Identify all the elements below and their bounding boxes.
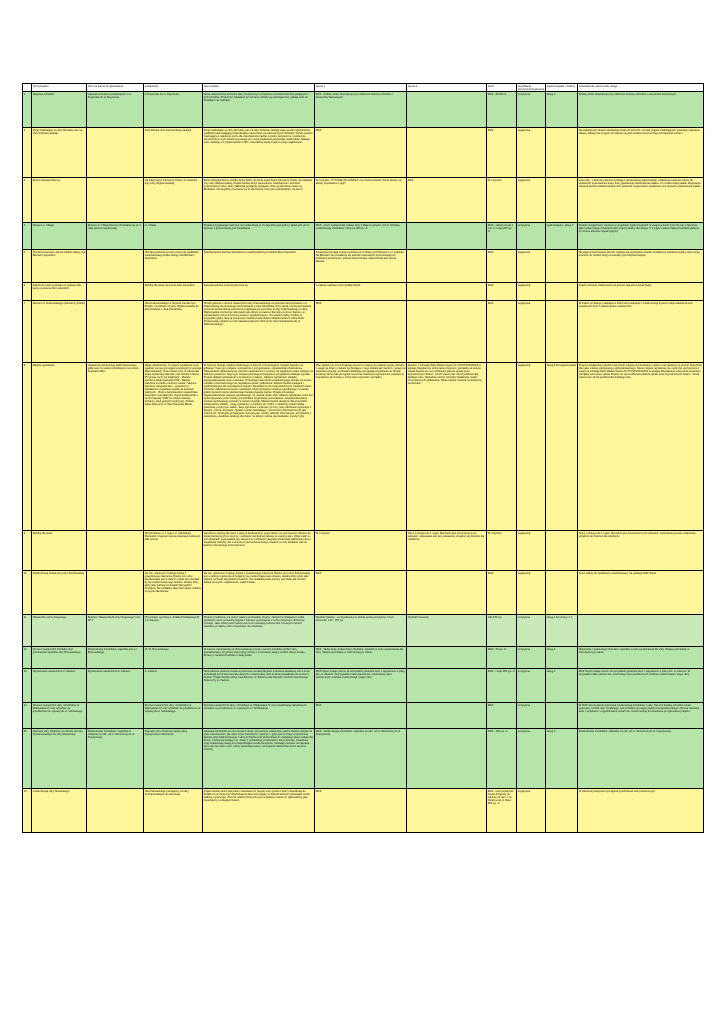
cell-cost: ZDiZ - 50 tys. zł xyxy=(487,647,517,669)
cell-cost: ZDiZ xyxy=(487,128,517,178)
table-row xyxy=(23,615,704,647)
cell-scope xyxy=(546,703,578,729)
cell-opinion-1: ZDiZ - Koszt modernizacji całości ulicy 3 Maja to ponad 1 mln zł. Możliwa modernizacja chodników i dróg za 200 tys. zł. xyxy=(315,223,407,250)
table-row xyxy=(23,250,704,283)
cell-opinion-2 xyxy=(407,283,487,301)
header-description: opis projektu xyxy=(203,84,315,92)
cell-ballot-title: Ustawienie kamiennego bądź betonowego grilla wraz ze stołami piknikowymi na terenie Sopockich Błoń xyxy=(87,363,144,531)
cell-verification: negatywna xyxy=(517,789,546,833)
cell-ballot-title xyxy=(87,178,144,223)
cell-row-number: 3 xyxy=(23,178,32,223)
cell-location: Na tzw. „kamionce” brakuje boiska z prawdziwego zdarzenia. Boisko przy ulicy Świnkowskiej jest w dobrym stanie ale przydała by się modernizacja tego obiektu, obiekty który służy jako parking na Świątki Wszystkich Zmarłych. Nie ocalałaby taka ilość ławek i tablica na wynik dla kibiców. xyxy=(144,571,203,615)
cell-ballot-title xyxy=(87,531,144,571)
cell-row-number: 1 xyxy=(23,92,32,128)
cell-justification: teren pkp, : parametry ekranu wynikają z opracowanej dokumentacji, ustawienie ekranów należy do wybranych wykonawców kraju, który gwarantuje zatwierdzenie hałasu. Po modernizacji układu drogowego zostaną zlecone badania akustyczne wówczas mogą zostać nawiązane inne sposoby ograniczenia hałasu. xyxy=(578,178,704,223)
cell-description: W Sopocie brakuje miejsca publicznego w których można legalnie rozpalić ognisko czy grillować. Tego typu miejsca, wyposażone i przygotowane, odpowiednią infrastrukturą. Odpowiednio zabezpieczona, pozwoli mieszkańcom i turystom na spędzenie czasu wolnego na świeżym powietrzu. Tego typu miejsca powodują zmniejszenie przypadków dzikiego ogniska. Projekt zakłada postawienie w konkretnym miejscu: „Miejsce ogniskowe” zakłada zagospodarowanie terenu decelow. Przewiduje stworzenie kompleksowego obiektu na terenie miejskim przeznaczonego do rozpalania ognisk i grillowania. Miejsce będzie dostępne i ogólnodostępne dla mieszkańców Sopotu. Beneficjenci: W mniej-widocznych miejscach warto rozważyć całkowite korzystne możliwości. Wykorzystaniem miejsca ogniskowego z powodu grafiki zamierzenia do wieloletniego funkcjonowania zajmie. Projekt przewiduje zagospodarowanie miejsca ogniskowego, np. piasek, ławki, stoły. Miejsce ogniskowe może być wykorzystywane przez szkoły, przedszkola, organizacje pozarządowe. Zagospodarowanie miejsca ogniskowego pozwoli na rozwój turystyki. Miejsce będzie dostępne dla wszystkich. Infrastruktura obiektu: - krąg ogniskowy: o średnicy ok. 0,80-1 m obłożony wokół kostką granitową, przykrytym siatką - ławy ogrodowe z oparciem (2 szt.), ławy piknikowe wykonane z drewna - kosze na śmieci, ognisko i punkt oświetlający - przestrzeń przeznaczona do gier rodzinnych. Szczegóły przetargowe, kompozycja, rzeźby, tabliczki informacyjne, korzystanie z oświetlenia, osiedlowe atrakcje dla dzieci, na którym można piec kiełbaski, smażyć ryby. xyxy=(203,363,315,531)
cell-scope xyxy=(546,250,578,283)
cell-row-number: 8 xyxy=(23,363,32,531)
table-row xyxy=(23,301,704,363)
cell-ballot-title xyxy=(87,250,144,283)
cell-scope xyxy=(546,789,578,833)
cell-description: Na tzw. „kamionce” brakuje boiska z prawdziwego zdarzenia. Boisko przy ulicy Świnkowskiej jest w dobrym stanie ale przydała by się modernizacja tego obiektu, obiektu który służy jako parking na Świąt Wszystkich Zmarłych. Nie ocalałaby ława trybuny na boisku jak również tablica na wynik i nagłośnienie. wokół boiska. xyxy=(203,571,315,615)
header-cost: koszt xyxy=(487,84,517,92)
table-body xyxy=(23,92,704,833)
cell-ballot-title xyxy=(87,128,144,178)
cell-cost: ZDiZ xyxy=(487,703,517,729)
cell-scope xyxy=(546,128,578,178)
cell-ballot-title xyxy=(87,283,144,301)
cell-opinion-1: ZDiZ - Podany koszt obowiązuje przy założeniu budowy schodów z elementów betonowych. xyxy=(315,92,407,128)
cell-row-number: 7 xyxy=(23,301,32,363)
cell-cost: ZDiZ - 80 000 zł xyxy=(487,92,517,128)
cell-description: Progi zwalniające na ulicy Morskiej oraz na ulicy Królowej Jadwigi mają na celu ograniczenie prędkości jaką osiągają przejeżdżające samochody na wewnętrznych uliczkach. Dzięki progom zwalniającym natężenie ruchu dla mieszkańców będzie w końcu bezpieczne. Codziennie samochody po tych ulicach poruszają się z dużą prędkością powodując wielki hałas. Dlatego mam nadzieję, że projekt będzie w BO i mieszkańcy będą mogli na niego zagłosować. xyxy=(203,128,315,178)
cell-justification: Wykonanie modernizacji chodnika i wjazdów w celu usprawnienia dla ulicy. Skarpa pozostanie w niezmienionym stanie. xyxy=(578,647,704,669)
table-row xyxy=(23,283,704,301)
cell-project-title: Ekrany dźwiękochłonne xyxy=(32,178,87,223)
cell-project-title: Progi zwalniające na ulicy Morskiej oraz na ulicy Królowej Jadwigi xyxy=(32,128,87,178)
cell-description: Ogrodzony wybieg dla psów z dwoma lawkowcami i pojemnikami na nieczystości. Miejsce do spuszczenia psych ze smyczy, możliwość swobodnej zabawy ze swoim psem. Wiele osób w tych okolicach wyprowadza psy zapewni to możliwość integracji środowiska właścicieli psów i socjalizacji zwierząt. Do momentu przeznaczenia owego miejsca na inne działania nikt nie będzie zmieniał jego przeznaczenia. xyxy=(203,531,315,571)
cell-row-number: 16 xyxy=(23,789,32,833)
cell-project-title: Wymienianie nawierzchni ul. Zacisze xyxy=(32,669,87,703)
cell-opinion-2: ZDiZ xyxy=(407,178,487,223)
cell-opinion-2 xyxy=(407,223,487,250)
cell-opinion-1: ZDiZ xyxy=(315,128,407,178)
cell-cost: ZDiZ - koszt wyłącznie części drogowej na odcinku od skrz. z ul. Okrężna do ul. Reja 950 tys. zł xyxy=(487,789,517,833)
cell-description: Chodzi głównie o remont nawierzchni ulicy Kraszewskiego od początku skrzyżowania z ul. Wejherowską do pierwszego skrzyżowania z ulicą Tatrzańską. Przy okazji można wzorowanie wymienić infrastrukturę techniczną znajdującą się pod ulicą. Z ulicy Kraszewskiego w ulicę Wejherowską można być ukierowań jako skręty w prawo w kierunku centrum Sopotu, co usprawniłoby ruch w szczycie pomiaru i popołudniowym. Ten wariant byłby możliwy w przypadku gdyby ulicę tą przesunąć chodnik przed blokiem Wejherowska 5, bliżej bloku. Proponowany objazd na czas zaawansowanych robót przez ulicę Świnkowska do ul. Małcużewskiego. xyxy=(203,301,315,363)
cell-opinion-2 xyxy=(407,250,487,283)
cell-opinion-2 xyxy=(407,729,487,789)
cell-scope: ogólnomiejski - okręg 2 xyxy=(546,223,578,250)
cell-opinion-2: Zgodnie z uchwałą Rady Miasta Sopotu Nr XXXVIII/519/2016 w sprawie Regulaminu utrzymania czystości i porządku na terenie miasta Sopotu nie ma możliwości palenia ognisk poza wyznaczonymi dniami - 10-24 marca oraz 10-24 października każdego roku. Naturalnie można rozważyć lokalizacje miejsc przeznaczonych grillowanie. Takie miejsce zostanie wyznaczone na błoniach. xyxy=(407,363,487,531)
cell-description: dupa ale ścieżek mnemonych poza tej xyxy=(203,283,315,301)
cell-verification: pozytywna xyxy=(517,92,546,128)
cell-ballot-title: Modernizacja chodników i wjazdów ul. Okrężnej na odc. od ul. Słonecznej do ul. Księżycowej. xyxy=(87,729,144,789)
cell-opinion-1: w trakcie realizacji przez Spółkę AQUA xyxy=(315,283,407,301)
cell-project-title: Miasteczko ruchu drogowego xyxy=(32,615,87,647)
cell-project-title: Naprawa schodów xyxy=(32,92,87,128)
cell-location: Ulica Kraszewskiego w Sopocie Kamiennym Potoku, na odcinku od ulicy Wyjbornowskiej do skrzyżowania z ulicą Tatrzańską xyxy=(144,301,203,363)
cell-row-number: 9 xyxy=(23,531,32,571)
cell-scope xyxy=(546,571,578,615)
cell-opinion-1: W. Inżynieri - PYTANIE OD KOMISJI: czy można ustawić różnie ekrany, np ekrany zbudowane z płyt? xyxy=(315,178,407,223)
cell-verification: negatywna xyxy=(517,301,546,363)
cell-justification: Teren należy do spółdzielni mieszkaniowej, nie podlega ZDiZ Sopot. xyxy=(578,571,704,615)
cell-project-title: Miejsce ogniskowe xyxy=(32,363,87,531)
cell-cost: ZDiZ xyxy=(487,250,517,283)
cell-row-number: 14 xyxy=(23,703,32,729)
cell-cost: ZDiZ - 225 tys. zł xyxy=(487,729,517,789)
cell-opinion-1: ZDiZ - Modernizacja chodników i wjazdów na odc. od ul. Słonecznej do ul. Księżycowej. xyxy=(315,729,407,789)
cell-cost: ZDiZ - całość ponad 1 mln zł. I etap 200 tys. zł. xyxy=(487,223,517,250)
cell-ballot-title xyxy=(87,301,144,363)
table-row xyxy=(23,571,704,615)
cell-ballot-title: naprawa schodów prowadzących z ul. Kopernika do ul. Reymonta xyxy=(87,92,144,128)
cell-description: Ścieżka będzie służyła mieszkańcom osiedli położonych wzdłuż Błoni Sopockich. xyxy=(203,250,315,283)
cell-project-title: Założenie psiolo wodnego na wybiegu dla psów na terenie błoń sopockich xyxy=(32,283,87,301)
cell-location: Wybieg dla psów na terenie błoń sopockich xyxy=(144,283,203,301)
cell-opinion-2 xyxy=(407,703,487,729)
cell-project-title: Naprawa ulicy Okrężnej na odcinku od ulicy Kochanowskiego do ulicy Słonecznej xyxy=(32,729,87,789)
cell-verification: pozytywna xyxy=(517,615,546,647)
cell-row-number: 10 xyxy=(23,571,32,615)
cell-justification: W pierwszej kolejności wymagana przebudowa sieci podziemnych. xyxy=(578,789,704,833)
cell-scope: okręg 3 xyxy=(546,647,578,669)
cell-location: Ścieżka położona od ulicy potnej do spółdzielni mieszkaniowej wzdłuż skarpy nad Błoniami Sopockimi. xyxy=(144,250,203,283)
cell-ballot-title: Wymienianie nawierzchni ul. Zacisze xyxy=(87,669,144,703)
cell-opinion-1: ZDiZ xyxy=(315,571,407,615)
cell-opinion-2: Teren u zbiegu ulic 1 maja i Moniuszki jest przeznaczony do rekreacji - planowane jest tam ustawienie urządzeń do ćwiczeń dla młodzieży. xyxy=(407,531,487,571)
cell-location: Remont nawierzchni ulicy i chodników ul. Władysława IV oraz schodów na przedłużeniu ul. Lipowej do ul. Sobieskiego. xyxy=(144,703,203,729)
cell-description: Ulica Zacisze powinna zostać wymieniona na całej długości wyłożenia asfaltową, lub w innej technologii przeznaczonej dla pieszych i rowerzystów. Jest to ulica prowadząca do centrum Sopotu. Projekt będzie służył mieszkańcom ul. Zacisze oraz klientom Centrum Sportowego Sopot przy ul. Zacisze. xyxy=(203,669,315,703)
cell-project-title: Remont ul. 3 Maja xyxy=(32,223,87,250)
cell-location: Mając świadomość, iż miejsce ogniskowe musi spełniać szereg wymogów terenowych proponuje kilka lokalizacji: Teren zieleni przy ul. Moniuszki (obok restauracji Hamuak, nad morskim okiem). Przyjmuje cechy tej lokalizacji: - Miejsce położone blisko jednostki PSP - Miejsce położone w pobliżu centrum miasta - Miejsce położone niespodal lasu - ograniczy to niewłaściwe rozpalanie ognisk na terenach zielonych. - Brak w bezpośrednim sąsiedztwie budynków mieszkalnych. Ogród jordanowski u. Armii Krajowej 76/82 (w miejscu dawnej fontanny, lewa gęstych przykrywy). Okolice stawu Reja przy ul. Reja Sopockie Błonie xyxy=(144,363,203,531)
cell-opinion-1: ZDiZ xyxy=(315,703,407,729)
cell-cost: ZDiZ xyxy=(487,301,517,363)
table-row xyxy=(23,647,704,669)
cell-verification: negatywna xyxy=(517,283,546,301)
cell-row-number: 4 xyxy=(23,223,32,250)
cell-verification: negatywna xyxy=(517,128,546,178)
cell-cost: ZDiZ xyxy=(487,571,517,615)
cell-opinion-1: ZDiZ Sopot wydaje pozmu do wszystkich gestorów sieci z zapytaniem o plany dot. ul. Zacisze. W przypadku braku planów dot. przebudowy sieci podziemnych możliwa modernizacja I etapu ulicy. xyxy=(315,669,407,703)
cell-justification: ZDiZ Sopot wydaje pozmu do wszystkich gestorów sieci z zapytaniem o plany dot. ul. Zacisze. W przypadku braku planów dot. przebudowy sieci podziemnych możliwa modernizacja I etapu ulicy. xyxy=(578,669,704,703)
cell-location: Skrzyżowanie ul. 1 maja i ul. Stanisława Moniuszki. Fragment terenu dawnego boiska do piłki nożnej. xyxy=(144,531,203,571)
header-row xyxy=(23,84,704,92)
cell-justification: W trakcie przetargu, realizacja w 2015 roku związana z modernizacją systemu odprowadzania wód opadowych wraz z odtworzeniem nawierzchni. xyxy=(578,301,704,363)
cell-row-number: 2 xyxy=(23,128,32,178)
table-row xyxy=(23,363,704,531)
cell-scope: okręg 3 xyxy=(546,669,578,703)
document-page xyxy=(22,83,703,833)
cell-opinion-1: ZDiZ xyxy=(315,301,407,363)
cell-verification: negatywna xyxy=(517,250,546,283)
cell-opinion-2 xyxy=(407,647,487,669)
cell-row-number: 5 xyxy=(23,250,32,283)
cell-opinion-1: ZDiZ xyxy=(315,789,407,833)
cell-justification: projekt zostanie zrealizowany do końca maja przez Aqua Sopot xyxy=(578,283,704,301)
cell-project-title: Remont ul. Kraszewskiego (Kamienny Potok) xyxy=(32,301,87,363)
cell-description: Wymiana nawierzchni ulicy i chodników ul. Władysława IV oraz rewitalizacja zabytkowych schodów na przedłużeniu ul. Lipowej do ul. Sobieskiego. xyxy=(203,703,315,729)
cell-cost: W. Inżynierii xyxy=(487,531,517,571)
cell-justification: Podany koszt obowiązuje przy założeniu budowy schodów z elementów betonowych. xyxy=(578,92,704,128)
table-row xyxy=(23,669,704,703)
cell-verification: pozytywna xyxy=(517,223,546,250)
cell-row-number: 12 xyxy=(23,647,32,669)
cell-justification: Projekt uwzględniony zarówno w projektach ogólnomiejskich (z uwagi na koszt 1mln zł) oraz częściowo jako modernizacja chodników jako projekt lokalny dla okręgu nr 2 (ujęty modernizacja chodników głównie po stronie altresów nieparzystych). xyxy=(578,223,704,250)
cell-justification: Na ciągu przedmiotowej ścieżki znajduje się ogrodzenie osiedla. Dodatkowo położenie byłoby dużo mniej prostsze niż wzdłuż drogi na ścieżkę i jest bezpieczniejsze. xyxy=(578,250,704,283)
cell-project-title: Ścieżka rowerowa i piesza wzdłuż skarpy nad Błoniami Sopockimi. xyxy=(32,250,87,283)
cell-justification: W 2015 roku zostanie wykonana modernizacja chodników I etap. Remont biedaty schodów został wykonany w 2014 roku. Realizacja: wsk schodów wymaga projektu konserwatorskiego. Obrona realizacji wraz z projektem i uzgodnieniami ponad mln. Koszt modnej do określenia po wykonaniu projektu. xyxy=(578,703,704,729)
cell-scope xyxy=(546,178,578,223)
cell-verification: pozytywna xyxy=(517,669,546,703)
cell-opinion-1: W. Inżynierii xyxy=(315,531,407,571)
cell-project-title: Modernizacja boiska przy ulicy Świnkowskiej xyxy=(32,571,87,615)
cell-scope: okręg 3 xyxy=(546,729,578,789)
header-opinion-1: opinia 1 xyxy=(315,84,407,92)
cell-location: Ul. W. Bronowskiego xyxy=(144,647,203,669)
cell-row-number: 11 xyxy=(23,615,32,647)
cell-opinion-2 xyxy=(407,669,487,703)
table-row xyxy=(23,92,704,128)
header-opinion-2: opinia 2 xyxy=(407,84,487,92)
cell-row-number: 13 xyxy=(23,669,32,703)
cell-justification: Teren u zbiegu ulic 1 maja i Moniuszki jest przeznaczony do rekreacji - planowane jest tam ustawienie urządzeń do ćwiczeń dla młodzieży. xyxy=(578,531,704,571)
cell-opinion-2 xyxy=(407,128,487,178)
cell-description: W imieniu mieszkańców ul. Bronowskiego proszę o remont chodnika wzdłuż ulicy (ponadusiowe). W górnej części ulicy proszę o umocnienie skarpy wzdłuż całego boiska. Proszę o zamiast chodnika z nowej kostki. xyxy=(203,647,315,669)
cell-description: Projekt w założeniu ma służyć całemu środowisku Sopotu, zwłaszcza działającym szkół sopockich, które prowadzą zajęcia z zakresu wychowania w ruchu drogowym (konkursy, turnieje). Jako obiekt pełni funkcję terenu do rekreacji podczas ferii zimowych i letnich zawodów przejścia ruchu drogowego dla młodzieży. xyxy=(203,615,315,647)
cell-justification xyxy=(578,615,704,647)
cell-cost: W. Inżynierii xyxy=(487,178,517,223)
cell-scope xyxy=(546,283,578,301)
cell-scope xyxy=(546,531,578,571)
cell-scope xyxy=(546,301,578,363)
cell-ballot-title: Budowa "Miasteczka Ruchu Drogowego" przy SP 1 xyxy=(87,615,144,647)
cell-verification: pozytywna xyxy=(517,647,546,669)
table-row xyxy=(23,531,704,571)
cell-cost: 120-150 tys. xyxy=(487,615,517,647)
cell-verification: negatywna xyxy=(517,178,546,223)
table-row xyxy=(23,223,704,250)
table-row xyxy=(23,178,704,223)
cell-description: projekt będzie służył wszystkim mieszkańcom Sopotu oraz gościom którzy dojeżdżają do działek na ul. Reja oraz dojeżdżają do lasu korzystając ze ścieżek leśnych uprawiając nordic walking i spacerują. Obecna nawierzchnia ulicy jest w fatalnym stanie co zgłaszaliśmy jako mieszkańcy w ubiegłych latach. xyxy=(203,789,315,833)
cell-description: Ekran dźwiękochłonny wzdłuż torów SKM, od okolic stacji Sopot Kamienny Potok, do wiaduktu przy ulicy Wejherowskiej. Projekt będzie służył zapewnieniu mieszkańcom, komfortu wypoczynku w ciszy, który zakłócają przejazdy pociągów, które są słyszalne nawet na Brodwinie. Szczególnie znaczenie ma to dla Sopotu, który jest uzdrowiskiem na kurort. xyxy=(203,178,315,223)
cell-location: Od stacji Sopot Kamienny Potok, do wiaduktu przy ulicy Wyjbornowskiej xyxy=(144,178,203,223)
cell-cost: ZDiZ - I etap 960 tys. zł xyxy=(487,669,517,703)
header-justification: uzasadnienie odrzucenia/ uwagi xyxy=(578,84,704,92)
cell-ballot-title: Modernizacja chodników i wjazdów przy ul. Bronowskiego. xyxy=(87,647,144,669)
cell-cost: ZDiZ xyxy=(487,283,517,301)
cell-opinion-1: Wydział Oświaty - w uzgodnieniu ze szkołą opinia pozytywna. Koszt szacunek: 120 - 150 tys. xyxy=(315,615,407,647)
cell-verification: pozytywna xyxy=(517,729,546,789)
cell-description: Nowa nawierzchnia schodów służy bezpiecznym przejściom mieszkańców korzystających z tych schodów. Projekt ten zakłada iż już od lat te schody są niebezpieczne, pękają wraz do dziadkami na realizacji. xyxy=(203,92,315,128)
cell-opinion-1: ZDiZ - Wykonanie modernizacji chodnika i wjazdów w celu usprawnienia dla ulicy. Skarpa pozostanie w niezmienionym stanie. xyxy=(315,647,407,669)
cell-location: Przy boisku sportowym, Szkoła Podstawowa Nr 1 w Sopocie xyxy=(144,615,203,647)
cell-ballot-title xyxy=(87,789,144,833)
cell-opinion-2 xyxy=(407,301,487,363)
cell-opinion-1: Inwestycja wymaga wykupu gruntów od ul. Bitwy pod Płowcami i ul. Łokietka. Na Błoniach nie prowadząc się ścieżek rowerowych poza istniejącymi ścieżkami pożarowymi, jedyna dopuszczalna nawierzchnia jest ziemia łąkowa. xyxy=(315,250,407,283)
cell-verification: negatywna xyxy=(517,363,546,531)
cell-justification: Modernizacja chodników i wjazdów na odc. od ul. Słonecznej do ul. Księżycowej. xyxy=(578,729,704,789)
cell-project-title: Wybieg dla psów xyxy=(32,531,87,571)
header-project-title: Tytuł projektu xyxy=(32,84,87,92)
cell-scope: okręg 2 lub okręg nr 1 xyxy=(546,615,578,647)
projects-table xyxy=(22,83,704,833)
header-row-number xyxy=(23,84,32,92)
cell-location: ulica Morska oraz ulica Królowej Jadwigi xyxy=(144,128,203,178)
cell-opinion-2: Wydział Inwestycji xyxy=(407,615,487,647)
cell-location: ul. Zacisze xyxy=(144,669,203,703)
cell-project-title: Remont nawierzchni ulicy i chodników ul. Władysława IV oraz schodów na przedłużeniu ul. Lipowej do ul. Sobieskiego xyxy=(32,703,87,729)
table-row xyxy=(23,128,704,178)
cell-ballot-title xyxy=(87,703,144,729)
table-row xyxy=(23,789,704,833)
cell-project-title: Remont nawierzchni chodnika oraz przebieranie wjazdów ulicy Bronowskiego xyxy=(32,647,87,669)
header-ballot-title: Tytuł na karcie do głosowania xyxy=(87,84,144,92)
cell-justification: Na wskazanych ulicach obowiązuje strefa do 30 km/h, montaż progów zwalniających powoduje natężenie hałasu, dlatego też progów nie stosuje się jako środka pomocniczego zarządzania ruchem. xyxy=(578,128,704,178)
cell-row-number: 15 xyxy=(23,729,32,789)
cell-opinion-2 xyxy=(407,571,487,615)
cell-cost xyxy=(487,363,517,531)
cell-location: ul Kopernika do ul. Reymonta xyxy=(144,92,203,128)
cell-project-title: modernizacja ulicy Słowackiego xyxy=(32,789,87,833)
cell-verification: pozytywna xyxy=(517,703,546,729)
cell-location: ul. 3 Maja xyxy=(144,223,203,250)
cell-location: Ulica Słowackiego począwszy od ulicy Kochanowskiego do ulicy Reja xyxy=(144,789,203,833)
cell-verification: negatywna xyxy=(517,531,546,571)
table-row xyxy=(23,703,704,729)
cell-opinion-1: Plac zabaw przy Armii Krajowej nie jest to miejsce do palenia ognisk zarówno z uwagi na dzieci i miejsce korzystające z tego obiektu jak również z uwagi na sąsiednie posesje; pozostałe lokalizacje wymagają uzgodnienia ze Strażą pożarną; samo palenie ognisk na terenie miasta jest ograniczone zapisami w regulaminie do Ustawy o utrzymaniu czystości i porządku. xyxy=(315,363,407,531)
cell-opinion-2 xyxy=(407,92,487,128)
table-row xyxy=(23,729,704,789)
cell-scope: okręg 2 xyxy=(546,92,578,128)
cell-verification: negatywna xyxy=(517,571,546,615)
cell-justification: Projekt uwzględniono będzie utworzenie miejsca wymurowanym grillem oraz ławkami na terenie Sopockich błoń jako miejsce piknikowego ogólnodostępnego. Samo miejsce ogniskowe nie może być wyznaczone z uwagi na uchwałę Rady Miasta Sopotu Nr XXXVIII/519/2016 w sprawie Regulaminu utrzymania czystości i porządku na terenie miasta Sopotu nie ma możliwości palenia ognisk poza wyznaczonymi dniami - 10-24 marca oraz 10-24 października każdego roku. xyxy=(578,363,704,531)
cell-location: fragment ulicy Okrężnej między ulicą Księżycową a Słoneczną xyxy=(144,729,203,789)
header-location: Lokalizacja xyxy=(144,84,203,92)
cell-row-number: 6 xyxy=(23,283,32,301)
cell-description: Projekt przygotowuje rewizyjne na modernizacji ul. 3 maja która jest jedną z głównych ulic w Sopocie a jednocześnie jest zaniedbana xyxy=(203,223,315,250)
cell-description: Naprawa chodników po obu stronach drogi i przecinanie nawierzchni jezdni. Będzie służyła nie tylko mieszkańcom, ale wielu innym kierowcom i pieszym - gdyż jest to droga uczęszczaną łączącą ulicę Małczewskiego z ulicą 23 Marca oraz dochodzącą do miejskiego placu zabaw dla dzieci, z której korzystają m.in. dzieci z pobliskiego przedszkola i domu dziecka. Osiedlowe progi zwiększają uwagę na przejeżdżające środki transportu. Szukając sposobu na naprawę ulicy nikt nie myśli o tych, którzy powodują zatory i szczególnie dokuczliwe przez wieczne remonty. xyxy=(203,729,315,789)
header-verification: weryfikacja pozytywna/negatywna xyxy=(517,84,545,91)
cell-opinion-2 xyxy=(407,789,487,833)
header-scope: ogólnomiejskie / lokalny xyxy=(546,84,578,92)
cell-ballot-title: Remont ul. 3 Maja Remont chodników na ul. 3 maja (strona nieparzysta) xyxy=(87,223,144,250)
cell-scope: okręg 8 lub ogólnomiejski xyxy=(546,363,578,531)
cell-ballot-title xyxy=(87,571,144,615)
